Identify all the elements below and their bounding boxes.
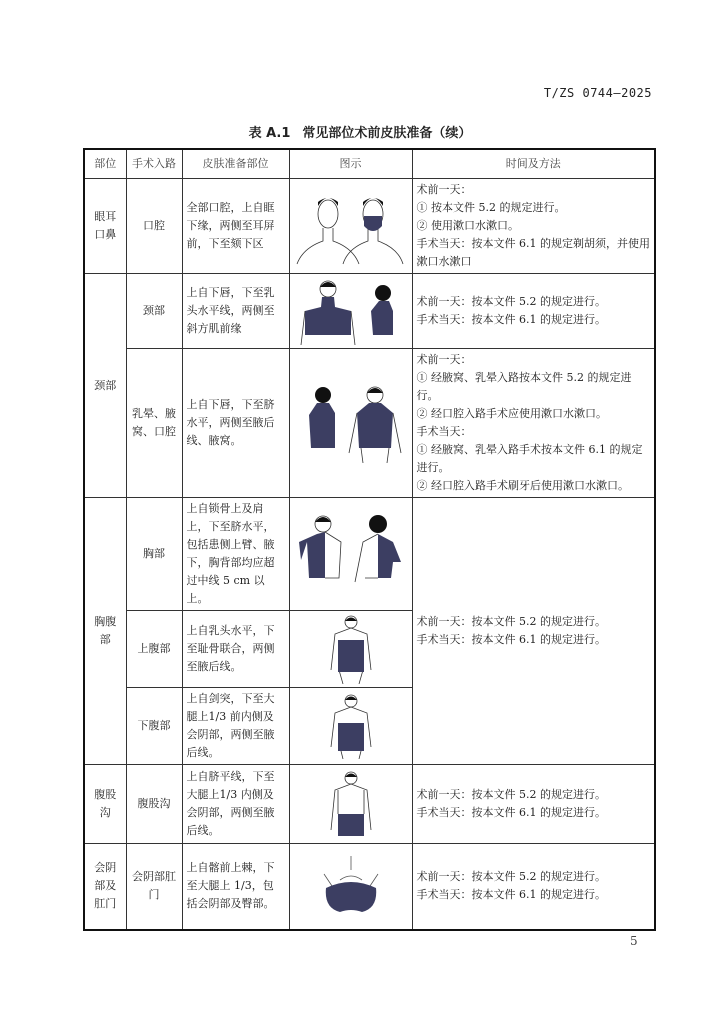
caption-label: 表 A.1 bbox=[248, 126, 291, 141]
method-line: 术前一天：按本文件 5.2 的规定进行。 bbox=[416, 295, 606, 308]
region-cell: 颈部 bbox=[84, 274, 126, 498]
method-line: 手术当天：按本文件 6.1 的规定进行。 bbox=[416, 806, 606, 819]
method-line: 术前一天： bbox=[416, 353, 472, 366]
col-header: 时间及方法 bbox=[412, 149, 655, 179]
method-line: ② 使用漱口水漱口。 bbox=[416, 219, 519, 232]
region-cell: 眼耳口鼻 bbox=[84, 179, 126, 274]
method-line: 术前一天：按本文件 5.2 的规定进行。 bbox=[416, 788, 606, 801]
region-cell: 会阴部及肛门 bbox=[84, 844, 126, 930]
method-line: 术前一天：按本文件 5.2 的规定进行。 bbox=[416, 870, 606, 884]
illustration-face bbox=[289, 179, 412, 274]
method-line: ② 经口腔入路手术刷牙后使用漱口水漱口。 bbox=[416, 479, 629, 492]
illustration-lower-abdomen bbox=[289, 688, 412, 765]
method-cell bbox=[412, 498, 655, 765]
method-cell bbox=[412, 349, 655, 498]
area-cell: 上自下唇，下至脐水平，两侧至腋后线、腋窝。 bbox=[182, 349, 289, 498]
method-line: 手术当天： bbox=[416, 425, 472, 438]
illustration-groin bbox=[289, 765, 412, 844]
document-id: T/ZS 0744—2025 bbox=[543, 86, 652, 100]
illustration-neck bbox=[289, 274, 412, 349]
area-cell: 上自髂前上棘，下至大腿上 1/3，包括会阴部及臀部。 bbox=[182, 844, 289, 930]
approach-cell: 口腔 bbox=[126, 179, 182, 274]
table-header-row bbox=[84, 149, 655, 179]
skin-prep-table bbox=[83, 148, 656, 931]
table-row bbox=[84, 498, 655, 611]
illustration-upper-abdomen bbox=[289, 611, 412, 688]
table-row bbox=[84, 349, 655, 498]
upper-abdomen-figure-icon bbox=[321, 614, 381, 684]
table-row bbox=[84, 765, 655, 844]
area-cell: 上自剑突，下至大腿上1/3 前内侧及会阴部，两侧至腋后线。 bbox=[182, 688, 289, 765]
region-cell: 胸腹部 bbox=[84, 498, 126, 765]
caption-title: 常见部位术前皮肤准备（续） bbox=[302, 126, 472, 141]
chest-figure-icon bbox=[293, 512, 408, 596]
table-caption bbox=[0, 122, 720, 141]
approach-cell: 胸部 bbox=[126, 498, 182, 611]
lower-abdomen-figure-icon bbox=[321, 693, 381, 759]
neck-chest-figure-icon bbox=[293, 383, 408, 463]
illustration-neck-chest bbox=[289, 349, 412, 498]
approach-cell: 上腹部 bbox=[126, 611, 182, 688]
method-line: 手术当天：按本文件 6.1 的规定剃胡须，并使用漱口水漱口 bbox=[416, 237, 650, 268]
groin-figure-icon bbox=[321, 770, 381, 838]
area-cell: 上自下唇，下至乳头水平线，两侧至斜方肌前缘 bbox=[182, 274, 289, 349]
col-header: 部位 bbox=[84, 149, 126, 179]
method-line: ① 经腋窝、乳晕入路按本文件 5.2 的规定进行。 bbox=[416, 371, 632, 402]
approach-cell: 腹股沟 bbox=[126, 765, 182, 844]
method-line: 手术当天：按本文件 6.1 的规定进行。 bbox=[416, 313, 606, 326]
method-cell bbox=[412, 274, 655, 349]
neck-figure-icon bbox=[293, 277, 408, 345]
method-cell bbox=[412, 179, 655, 274]
area-cell: 上自脐平线，下至大腿上1/3 内侧及会阴部，两侧至腋后线。 bbox=[182, 765, 289, 844]
approach-cell: 下腹部 bbox=[126, 688, 182, 765]
method-line: 手术当天：按本文件 6.1 的规定进行。 bbox=[416, 888, 606, 902]
method-line: ① 经腋窝、乳晕入路手术按本文件 6.1 的规定进行。 bbox=[416, 443, 643, 474]
area-cell: 上自锁骨上及肩上，下至脐水平，包括患侧上臂、腋下，胸背部均应超过中线 5 cm 以上。 bbox=[182, 498, 289, 611]
face-figure-icon bbox=[293, 186, 408, 266]
method-line: ① 按本文件 5.2 的规定进行。 bbox=[416, 201, 566, 214]
approach-cell: 颈部 bbox=[126, 274, 182, 349]
approach-cell: 乳晕、腋窝、口腔 bbox=[126, 349, 182, 498]
method-cell bbox=[412, 844, 655, 930]
area-cell: 上自乳头水平，下至耻骨联合，两侧至腋后线。 bbox=[182, 611, 289, 688]
perineum-figure-icon bbox=[316, 856, 386, 916]
table-row bbox=[84, 179, 655, 274]
col-header: 皮肤准备部位 bbox=[182, 149, 289, 179]
illustration-chest bbox=[289, 498, 412, 611]
col-header: 图示 bbox=[289, 149, 412, 179]
method-cell bbox=[412, 765, 655, 844]
table-row bbox=[84, 274, 655, 349]
col-header: 手术入路 bbox=[126, 149, 182, 179]
method-line: 术前一天：按本文件 5.2 的规定进行。 bbox=[416, 615, 606, 628]
method-line: 手术当天：按本文件 6.1 的规定进行。 bbox=[416, 633, 606, 646]
page-number: 5 bbox=[630, 934, 638, 948]
method-line: 术前一天： bbox=[416, 183, 472, 196]
method-line: ② 经口腔入路手术应使用漱口水漱口。 bbox=[416, 407, 607, 420]
area-cell: 全部口腔，上自眶下缘，两侧至耳屏前，下至颏下区 bbox=[182, 179, 289, 274]
region-cell: 腹股沟 bbox=[84, 765, 126, 844]
approach-cell: 会阴部肛门 bbox=[126, 844, 182, 930]
illustration-perineum bbox=[289, 844, 412, 930]
table-row bbox=[84, 844, 655, 930]
